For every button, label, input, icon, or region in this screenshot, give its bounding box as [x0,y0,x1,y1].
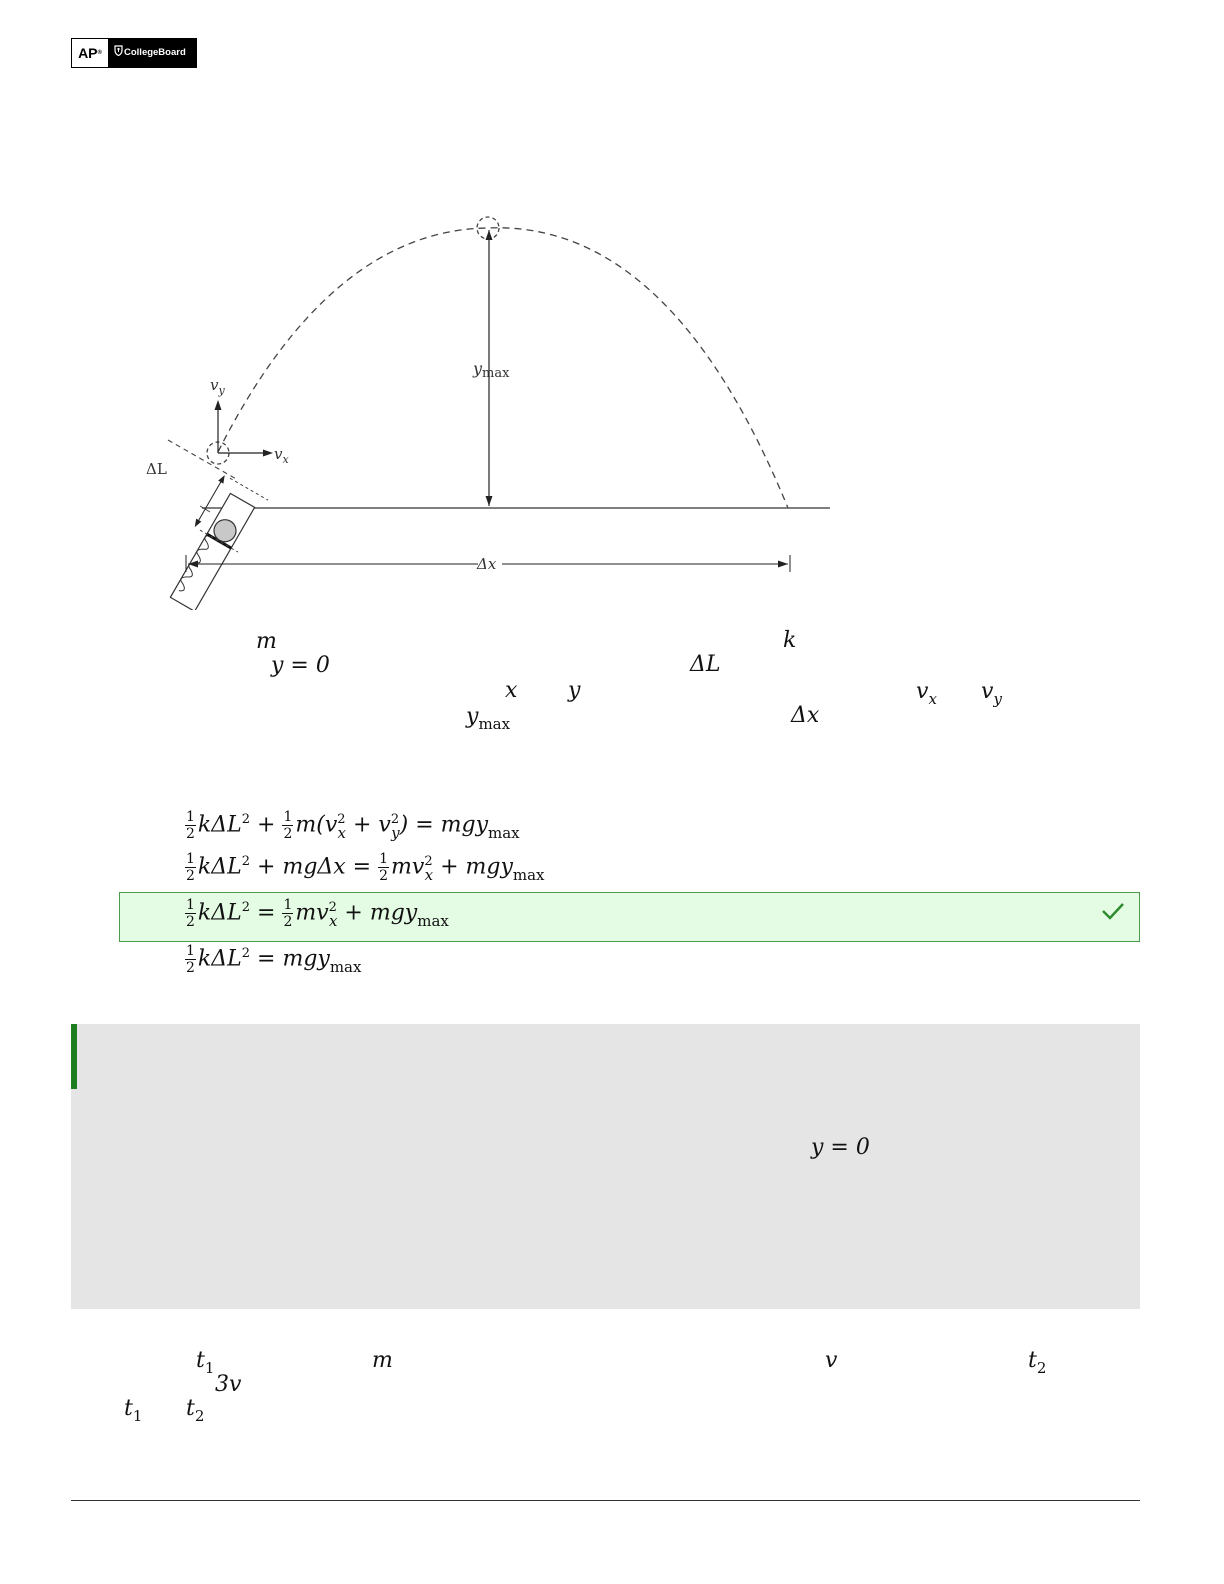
stem-vy: $v_y$ [981,679,1002,708]
next-m: m [372,1348,393,1373]
check-icon [1101,901,1125,921]
collegeboard-wordmark [114,39,186,67]
stem-y: y [568,678,581,703]
stem-vx: $v_x$ [916,679,937,708]
stem-mass-m: m [256,629,277,654]
ap-registered-mark: ® [97,50,102,56]
ap-logo-text: AP [78,45,98,61]
ap-collegeboard-logo [71,38,197,68]
shield-icon [114,45,123,56]
collegeboard-text: CollegeBoard [124,47,186,58]
footer-rule [71,1500,1140,1501]
next-t2-b: $t_2$ [186,1396,205,1425]
explanation-panel [71,1024,1140,1309]
vx-label: $v_x$ [274,445,289,466]
stem-x: x [505,678,518,703]
ap-logo-mark [72,39,108,67]
delta-x-label: Δx [477,555,497,573]
stem-ymax: $y_{max}$ [466,704,511,733]
next-t1: $t_1$ [196,1348,215,1377]
velocity-components [215,400,274,457]
projectile-spring-diagram [110,200,850,610]
stem-spring-constant-k: k [783,628,797,653]
option-b-equation[interactable]: $\frac{1}{2}$ kΔL$^2$ + mgΔx = $\frac{1}{2}$ $mv^2_x + mgy_{max}$ [186,851,545,884]
vy-label: $v_y$ [210,376,225,397]
option-d-equation[interactable]: $\frac{1}{2}$ kΔL$^2$ = mgy$_{max}$ [186,943,362,976]
spring-launcher [156,474,268,610]
next-t2: $t_2$ [1028,1348,1047,1377]
explanation-y-equals-0: y = 0 [811,1135,870,1160]
option-a-equation[interactable]: $\frac{1}{2}$ kΔL$^2$ + $\frac{1}{2}$ $m(v^2_x + v^2_y) = mgy_{max}$ [186,809,520,842]
stem-delta-x: Δx [791,703,820,728]
stem-y-equals-0: y = 0 [271,653,330,678]
next-3v: 3v [215,1372,242,1397]
ymax-label: ymax [473,359,510,381]
stem-delta-L: ΔL [690,652,721,677]
delta-L-label: ΔL [146,460,167,478]
option-c-equation[interactable]: $\frac{1}{2}$ kΔL$^2$ = $\frac{1}{2}$ $mv^2_x + mgy_{max}$ [186,897,449,930]
explanation-accent-bar [71,1024,77,1089]
next-v: v [825,1348,838,1373]
next-t1-b: $t_1$ [124,1396,143,1425]
